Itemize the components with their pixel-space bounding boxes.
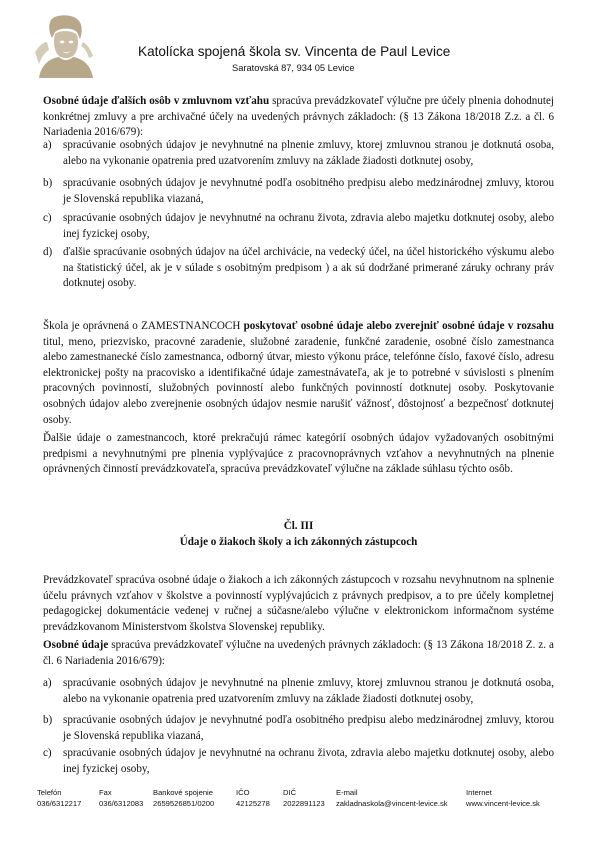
footer-email-link[interactable]: zakladnaskola@vincent-levice.sk	[336, 799, 448, 808]
list-text: spracúvanie osobných údajov je nevyhnutné podľa osobitného predpisu alebo medzinárodnej zmluvy, ktorou je Slovenská republika viazaná,	[63, 714, 554, 742]
school-address: Saratovská 87, 934 05 Levice	[232, 63, 355, 73]
footer-label: DIČ	[283, 788, 297, 797]
footer-phone	[37, 787, 81, 809]
contract-persons-intro	[43, 94, 554, 141]
footer-value: 036/6312083	[99, 799, 144, 808]
employees-extra-paragraph: Ďalšie údaje o zamestnancoch, ktoré prekračujú rámec kategórií osobných údajov vyžadovaných osobitnými predpismi a nevyhnutnými pre plnenia vyplývajúce z pracovnoprávnych vzťahov a nevyhnutných na plnenie oprávnených činností prevádzkovateľa, spracúva prevádzkovateľ výlučne na základe súhlasu týchto osôb.	[43, 432, 554, 476]
list-marker: b)	[43, 177, 53, 189]
legal-basis-bold: Osobné údaje	[43, 639, 109, 651]
employees-bold: poskytovať osobné údaje alebo zverejniť osobné údaje v rozsahu	[243, 320, 554, 332]
footer-dic	[283, 787, 325, 809]
footer-label: Telefón	[37, 788, 62, 797]
footer-value: 2022891123	[283, 799, 325, 808]
footer-label: E-mail	[336, 788, 358, 797]
list-marker: b)	[43, 714, 53, 726]
list-text: spracúvanie osobných údajov je nevyhnutné podľa osobitného predpisu alebo medzinárodnej zmluvy, ktorou je Slovenská republika viazaná,	[63, 177, 554, 205]
school-name: Katolícka spojená škola sv. Vincenta de Paul Levice	[138, 44, 451, 59]
employees-paragraph	[43, 319, 554, 428]
footer-label: Internet	[466, 788, 492, 797]
footer-fax	[99, 787, 143, 809]
legal-basis-rest: spracúva prevádzkovateľ výlučne na uvedených právnych základoch: (§ 13 Zákona 18/2018 Z. z. a čl. 6 Nariadenia 2016/679):	[43, 639, 554, 667]
school-logo-icon	[33, 12, 97, 78]
footer-web-link[interactable]: www.vincent-levice.sk	[466, 799, 540, 808]
footer-label: Bankové spojenie	[153, 788, 213, 797]
footer-email[interactable]	[336, 787, 448, 809]
article-number: Čl. III	[283, 520, 314, 532]
employees-rest: titul, meno, priezvisko, pracovné zaradenie, služobné zaradenie, funkčné zaradenie, osobné číslo zamestnanca alebo zamestnanecké číslo zamestnanca, odborný útvar, miesto výkonu práce, telefónne číslo, faxové číslo, adresu elektronickej pošty na pracovisko a identifikačné údaje zamestnávateľa, ak je to potrebné v súvislosti s plnením pracovných povinností, služobných povinností alebo funkčných povinností dotknutej osoby. Poskytovanie osobných údajov alebo zverejnenie osobných údajov nesmie narušiť vážnosť, dôstojnosť a bezpečnosť dotknutej osoby.	[43, 335, 554, 426]
students-legal-basis	[43, 638, 554, 669]
list-text: spracúvanie osobných údajov je nevyhnutné na plnenie zmluvy, ktorej zmluvnou stranou je dotknutá osoba, alebo na vykonanie opatrenia pred uzatvorením zmluvy na základe žiadosti dotknutej osoby,	[63, 139, 554, 167]
intro-rest: spracúva prevádzkovateľ výlučne pre účely plnenia dohodnutej konkrétnej zmluvy a pre archivačné účely na uvedených právnych základoch: (§ 13 Zákona 18/2018 Z.z. a čl. 6 Nariadenia 2016/679):	[43, 95, 554, 139]
list-text: spracúvanie osobných údajov je nevyhnutné na ochranu života, zdravia alebo majetku dotknutej osoby, alebo inej fyzickej osoby,	[63, 747, 554, 775]
footer-value: 036/6312217	[37, 799, 82, 808]
footer-web[interactable]	[466, 787, 540, 809]
footer-value: 42125278	[236, 799, 270, 808]
students-paragraph: Prevádzkovateľ spracúva osobné údaje o žiakoch a ich zákonných zástupcoch v rozsahu nevyhnutnom na splnenie účelu právnych vzťahov v školstve a povinností vyplývajúcich z právnych predpisov, a to pre účely kompletnej pedagogickej dokumentácie vedenej v ručnej a súčasne/alebo výlučne v elektronickom informačnom systéme prevádzkovanom Ministerstvom školstva Slovenskej republiky.	[43, 574, 554, 633]
list-marker: a)	[43, 677, 52, 689]
list-text: spracúvanie osobných údajov je nevyhnutné na plnenie zmluvy, ktorej zmluvnou stranou je dotknutá osoba, alebo na vykonanie opatrenia pred uzatvorením zmluvy na základe žiadosti dotknutej osoby,	[63, 677, 554, 705]
footer-ico	[236, 787, 270, 809]
list-text: ďalšie spracúvanie osobných údajov na účel archivácie, na vedecký účel, na účel historického výskumu alebo na štatistický účel, ak je v súlade s osobitným predpisom ) a ak sú dodržané primerané záruky ochrany práv dotknutej osoby.	[63, 246, 554, 290]
employees-start: Škola je oprávnená o ZAMESTNANCOCH	[43, 320, 244, 332]
list-marker: c)	[43, 212, 52, 224]
list-marker: c)	[43, 747, 52, 759]
footer-label: IČO	[236, 788, 250, 797]
footer-value: 2659526851/0200	[153, 799, 215, 808]
list-text: spracúvanie osobných údajov je nevyhnutné na ochranu života, zdravia alebo majetku dotknutej osoby, alebo inej fyzickej osoby,	[63, 212, 554, 240]
list-marker: d)	[43, 246, 53, 258]
footer-label: Fax	[99, 788, 112, 797]
footer-bank	[153, 787, 214, 809]
intro-bold: Osobné údaje ďalších osôb v zmluvnom vzťahu	[43, 95, 270, 107]
list-marker: a)	[43, 139, 52, 151]
article-title: Údaje o žiakoch školy a ich zákonných zástupcoch	[179, 536, 418, 548]
